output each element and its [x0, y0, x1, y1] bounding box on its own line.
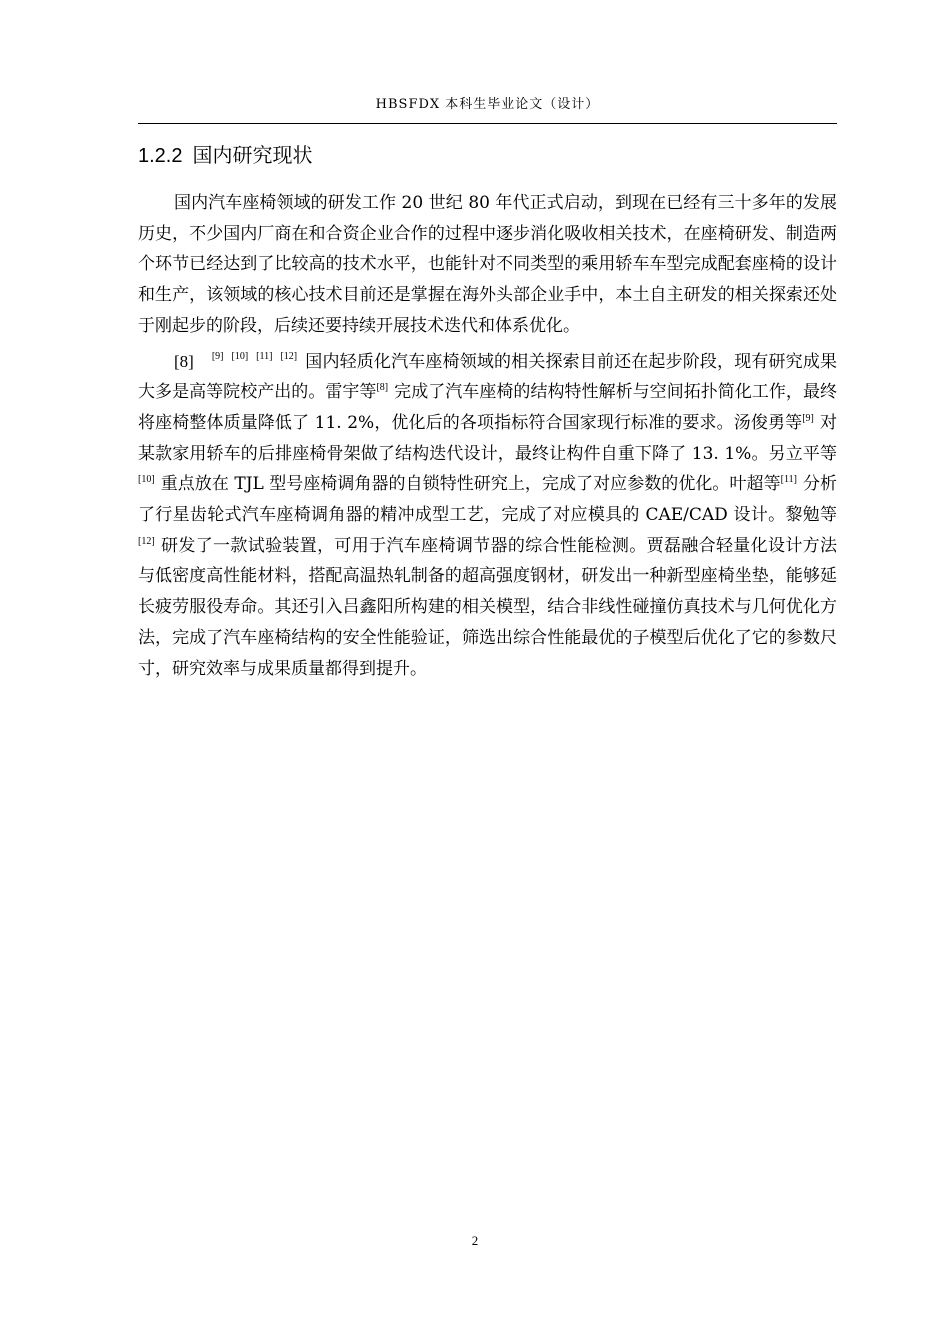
page-header: HBSFDX 本科生毕业论文（设计） [375, 97, 600, 112]
floating-reference: [10] [231, 350, 249, 362]
citation: [11] [780, 474, 797, 486]
header-rule [138, 123, 837, 124]
citation: [10] [138, 474, 155, 486]
floating-reference: [9] [211, 350, 224, 362]
paragraph-2 [138, 342, 837, 685]
section-title: 国内研究现状 [192, 143, 313, 167]
paragraph-2-text: 国内轻质化汽车座椅领域的相关探索目前还在起步阶段，现有研究成果大多是高等院校产出的。雷宇等 [138, 351, 837, 403]
lead-reference: [8] [174, 351, 194, 371]
citation: [9] [802, 412, 814, 424]
section-number: 1.2.2 [138, 145, 183, 167]
citation: [12] [138, 535, 155, 547]
paragraph-2-text: 研发了一款试验装置，可用于汽车座椅调节器的综合性能检测。贾磊融合轻量化设计方法与低密度高性能材料，搭配高温热轧制备的超高强度钢材，研发出一种新型座椅坐垫，能够延长疲劳服役寿命。其还引入吕鑫阳所构建的相关模型，结合非线性碰撞仿真技术与几何优化方法，完成了汽车座椅结构的安全性能验证，筛选出综合性能最优的子模型后优化了它的参数尺寸，研究效率与成果质量都得到提升。 [138, 535, 837, 679]
floating-reference: [12] [280, 350, 298, 362]
paragraph-2-text: 完成了汽车座椅的结构特性解析与空间拓扑简化工作，最终将座椅整体质量降低了 11. 2%，优化后的各项指标符合国家现行标准的要求。汤俊勇等 [138, 382, 838, 433]
paragraph-2-text: 对某款家用轿车的后排座椅骨架做了结构迭代设计，最终让构件自重下降了 13. 1%。另立平等 [138, 412, 838, 464]
paragraph-2-text: 重点放在 TJL 型号座椅调角器的自锁特性研究上，完成了对应参数的优化。叶超等 [160, 474, 781, 495]
paragraph-2-text: 分析了行星齿轮式汽车座椅调角器的精冲成型工艺，完成了对应模具的 CAE/CAD 设计。黎勉等 [138, 474, 838, 526]
floating-reference: [11] [256, 350, 273, 362]
body-text [138, 188, 837, 684]
citation: [8] [376, 382, 389, 394]
page-number: 2 [471, 1233, 479, 1248]
paragraph-1: 国内汽车座椅领域的研发工作 20 世纪 80 年代正式启动，到现在已经有三十多年的发展历史，不少国内厂商在和合资企业合作的过程中逐步消化吸收相关技术，在座椅研发、制造两个环节已经达到了比较高的技术水平，也能针对不同类型的乘用轿车车型完成配套座椅的设计和生产，该领域的核心技术目前还是掌握在海外头部企业手中，本土自主研发的相关探索还处于刚起步的阶段，后续还要持续开展技术迭代和体系优化。 [138, 193, 837, 336]
section-heading [138, 141, 312, 170]
